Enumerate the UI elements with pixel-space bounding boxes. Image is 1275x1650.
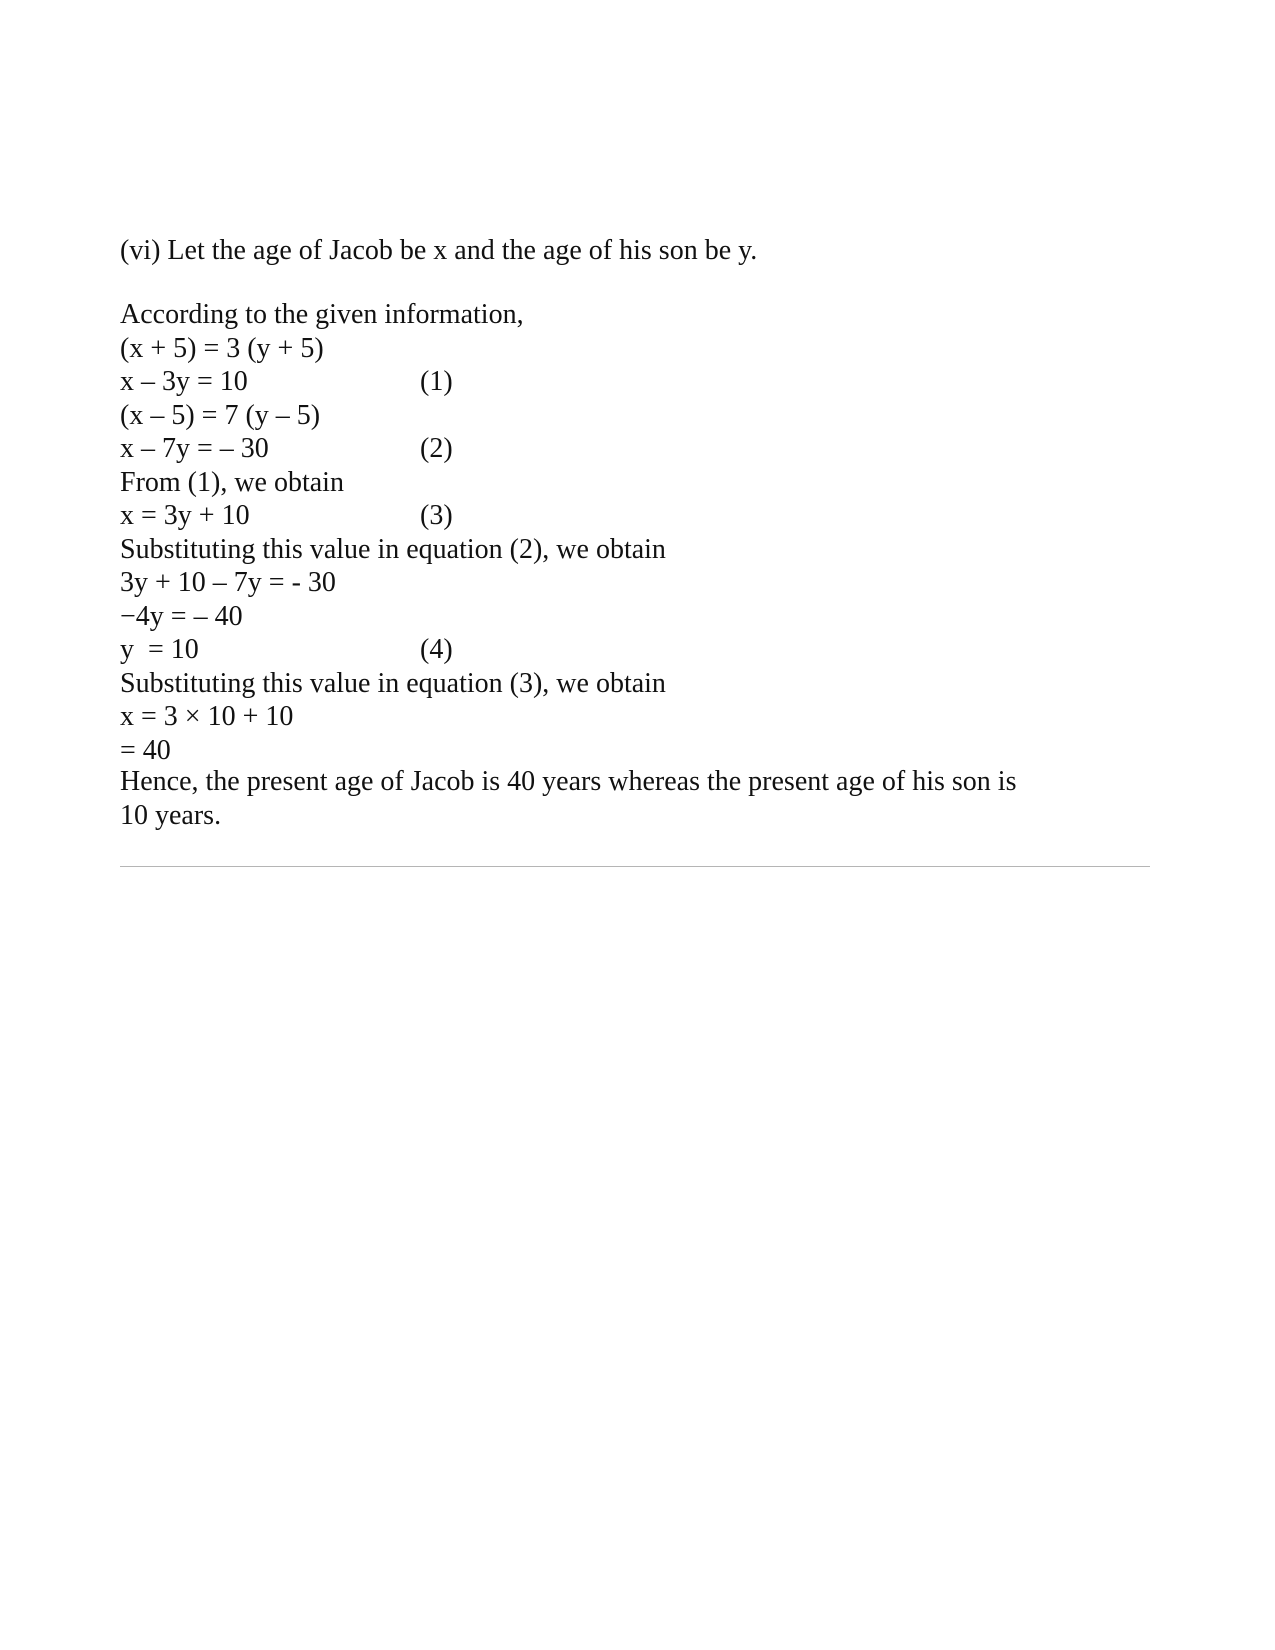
step-text: (x + 5) = 3 (y + 5) bbox=[120, 332, 324, 364]
solution-line bbox=[120, 332, 1150, 366]
step-text: x – 7y = – 30 bbox=[120, 433, 269, 464]
step-text: −4y = – 40 bbox=[120, 600, 243, 632]
solution-line bbox=[120, 600, 1150, 634]
solution-line bbox=[120, 399, 1150, 433]
step-text: Substituting this value in equation (3), we obtain bbox=[120, 667, 666, 699]
equation-label: (3) bbox=[420, 500, 453, 531]
solution-line bbox=[120, 298, 1150, 332]
step-text: From (1), we obtain bbox=[120, 466, 344, 498]
step-text: Substituting this value in equation (2), we obtain bbox=[120, 533, 666, 565]
solution-line bbox=[120, 533, 1150, 567]
solution-line bbox=[120, 633, 1150, 667]
solution-steps bbox=[120, 298, 1150, 767]
step-text: 3y + 10 – 7y = - 30 bbox=[120, 567, 336, 598]
equation-label: (2) bbox=[420, 433, 453, 464]
equation-label: (4) bbox=[420, 634, 453, 665]
problem-intro: (vi) Let the age of Jacob be x and the age of his son be y. bbox=[120, 235, 758, 266]
solution-line bbox=[120, 499, 1150, 533]
step-text: According to the given information, bbox=[120, 299, 524, 330]
step-text: = 40 bbox=[120, 734, 171, 766]
solution-line bbox=[120, 466, 1150, 500]
step-text: (x – 5) = 7 (y – 5) bbox=[120, 399, 321, 431]
solution-line bbox=[120, 432, 1150, 466]
step-text: x = 3 × 10 + 10 bbox=[120, 701, 294, 732]
horizontal-divider bbox=[120, 866, 1150, 867]
step-text: x – 3y = 10 bbox=[120, 366, 248, 397]
equation-label: (1) bbox=[420, 366, 453, 397]
solution-line bbox=[120, 566, 1150, 600]
solution-line bbox=[120, 734, 1150, 768]
step-text: y = 10 bbox=[120, 634, 199, 665]
conclusion-text: Hence, the present age of Jacob is 40 years whereas the present age of his son is 10 years. bbox=[120, 766, 1017, 831]
solution-line bbox=[120, 700, 1150, 734]
step-text: x = 3y + 10 bbox=[120, 500, 250, 531]
solution-line bbox=[120, 667, 1150, 701]
solution-line bbox=[120, 365, 1150, 399]
